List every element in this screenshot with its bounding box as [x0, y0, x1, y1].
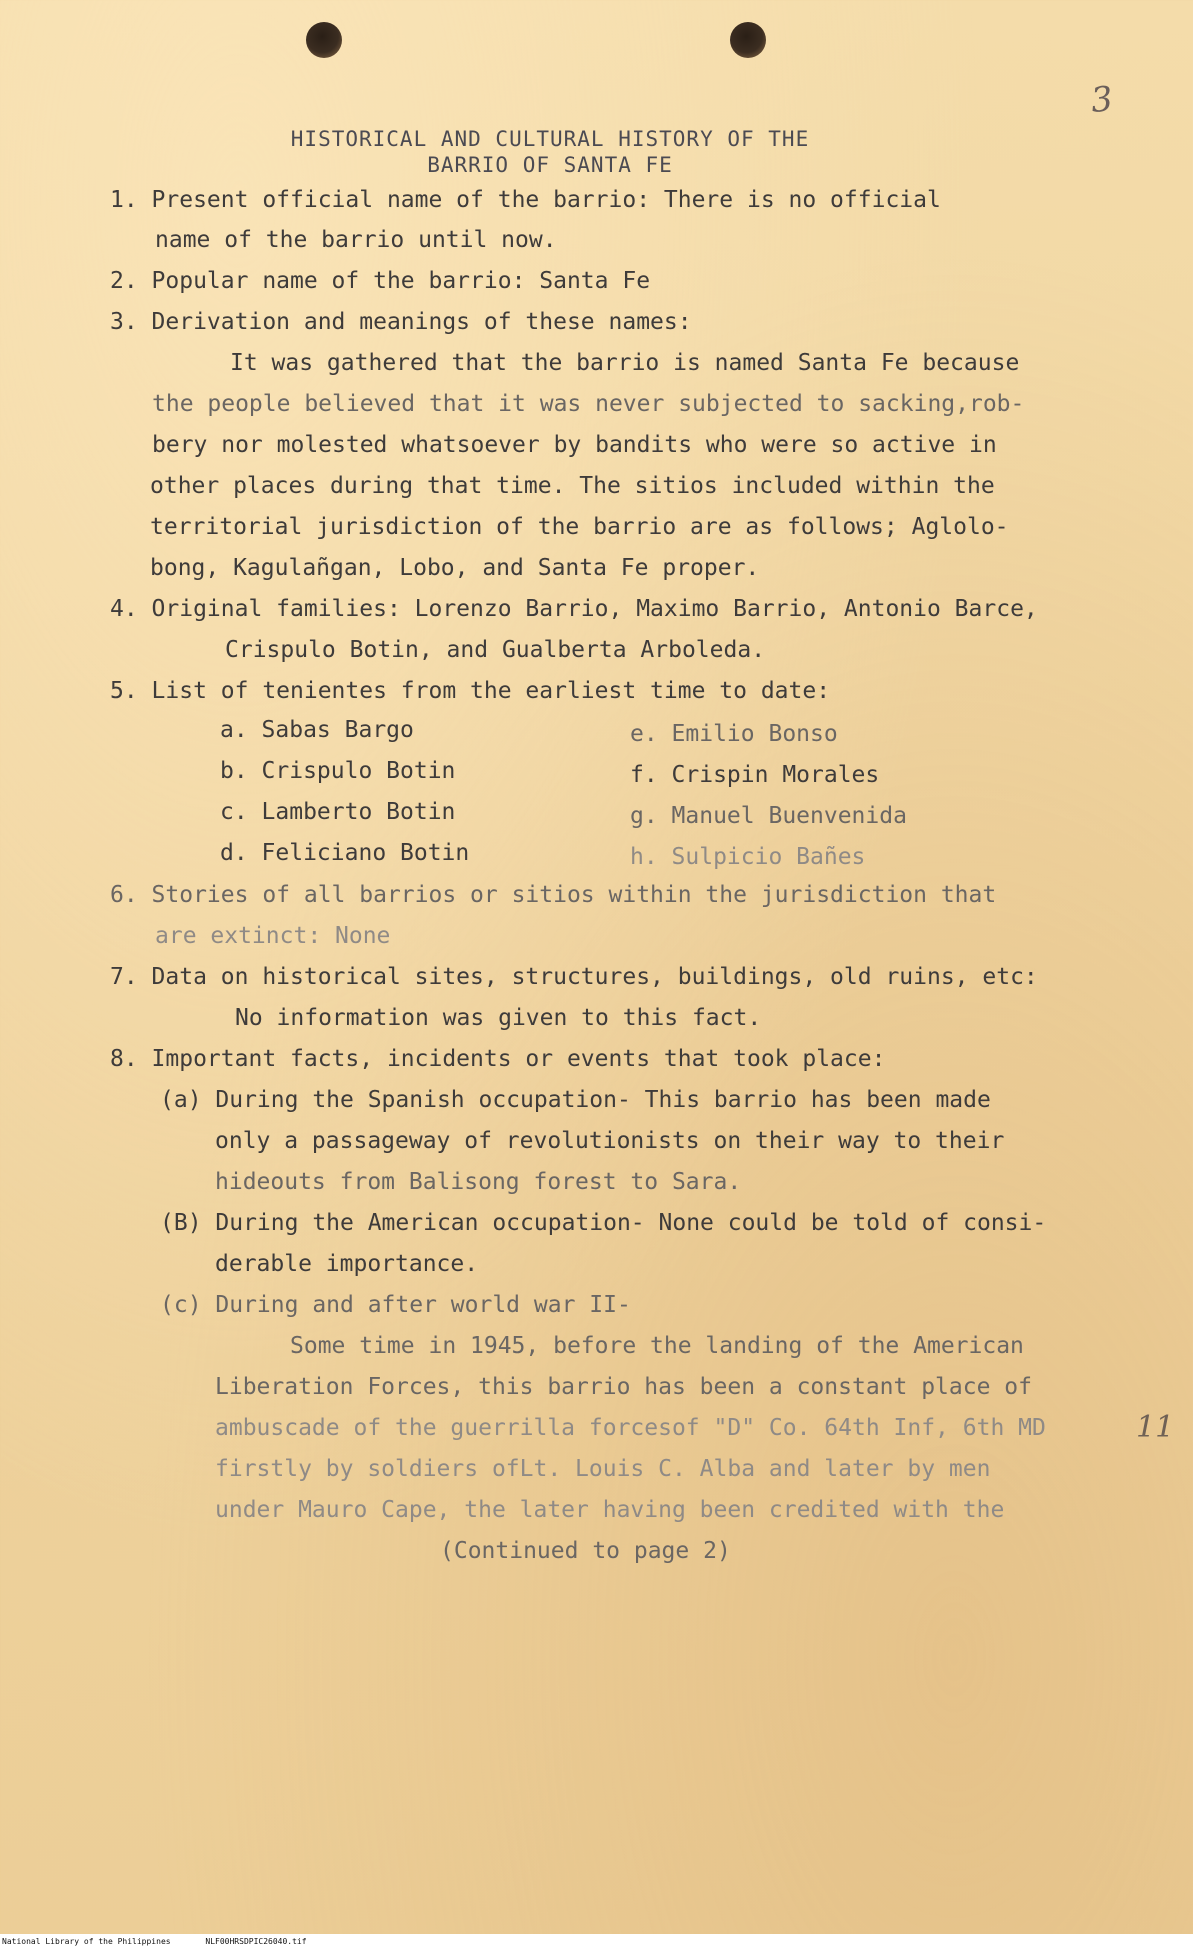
text-line: 1. Present official name of the barrio: There is no official: [110, 187, 941, 213]
text-line: (a) During the Spanish occupation- This barrio has been made: [160, 1087, 991, 1113]
text-line: derable importance.: [215, 1251, 479, 1277]
text-line: 4. Original families: Lorenzo Barrio, Maximo Barrio, Antonio Barce,: [110, 596, 1038, 622]
teniente-item: f. Crispin Morales: [630, 762, 880, 788]
text-line: No information was given to this fact.: [235, 1005, 762, 1031]
margin-mark: 11: [1136, 1410, 1175, 1445]
text-line: are extinct: None: [155, 923, 391, 949]
continued-note: (Continued to page 2): [440, 1538, 731, 1564]
page-number: 3: [1089, 78, 1116, 122]
text-line: 2. Popular name of the barrio: Santa Fe: [110, 268, 651, 294]
text-line: 7. Data on historical sites, structures, buildings, old ruins, etc:: [110, 964, 1038, 990]
teniente-item: g. Manuel Buenvenida: [630, 803, 907, 829]
punch-hole-left: [306, 22, 342, 58]
text-line: ambuscade of the guerrilla forcesof "D" Co. 64th Inf, 6th MD: [215, 1415, 1046, 1441]
teniente-item: c. Lamberto Botin: [220, 799, 456, 825]
text-line: Crispulo Botin, and Gualberta Arboleda.: [225, 637, 766, 663]
document-title: [0, 126, 1100, 178]
text-line: hideouts from Balisong forest to Sara.: [215, 1169, 742, 1195]
text-line: It was gathered that the barrio is named Santa Fe because: [230, 350, 1020, 376]
punch-hole-right: [730, 22, 766, 58]
teniente-item: h. Sulpicio Bañes: [630, 844, 866, 870]
teniente-item: a. Sabas Bargo: [220, 717, 414, 743]
text-line: (B) During the American occupation- None could be told of consi-: [160, 1210, 1047, 1236]
teniente-item: b. Crispulo Botin: [220, 758, 456, 784]
text-line: 3. Derivation and meanings of these names:: [110, 309, 692, 335]
text-line: (c) During and after world war II-: [160, 1292, 631, 1318]
text-line: other places during that time. The sitios included within the: [150, 473, 995, 499]
text-line: under Mauro Cape, the later having been credited with the: [215, 1497, 1005, 1523]
title-line-1: HISTORICAL AND CULTURAL HISTORY OF THE: [290, 127, 810, 151]
text-line: the people believed that it was never subjected to sacking,rob-: [152, 391, 1025, 417]
text-line: bery nor molested whatsoever by bandits who were so active in: [152, 432, 997, 458]
teniente-item: e. Emilio Bonso: [630, 721, 838, 747]
footer-library: National Library of the Philippines: [2, 1937, 171, 1946]
text-line: Some time in 1945, before the landing of the American: [290, 1333, 1024, 1359]
teniente-item: d. Feliciano Botin: [220, 840, 470, 866]
text-line: 8. Important facts, incidents or events that took place:: [110, 1046, 886, 1072]
text-line: Liberation Forces, this barrio has been a constant place of: [215, 1374, 1032, 1400]
title-line-2: BARRIO OF SANTA FE: [427, 153, 673, 177]
footer-file-id: NLF00HRSDPIC26040.tif: [205, 1937, 307, 1946]
text-line: bong, Kagulañgan, Lobo, and Santa Fe proper.: [150, 555, 760, 581]
archive-footer: [0, 1934, 1193, 1950]
text-line: only a passageway of revolutionists on their way to their: [215, 1128, 1005, 1154]
text-line: territorial jurisdiction of the barrio are as follows; Aglolo-: [150, 514, 1009, 540]
text-line: firstly by soldiers ofLt. Louis C. Alba and later by men: [215, 1456, 991, 1482]
text-line: 6. Stories of all barrios or sitios within the jurisdiction that: [110, 882, 997, 908]
text-line: 5. List of tenientes from the earliest time to date:: [110, 678, 831, 704]
text-line: name of the barrio until now.: [155, 227, 557, 253]
